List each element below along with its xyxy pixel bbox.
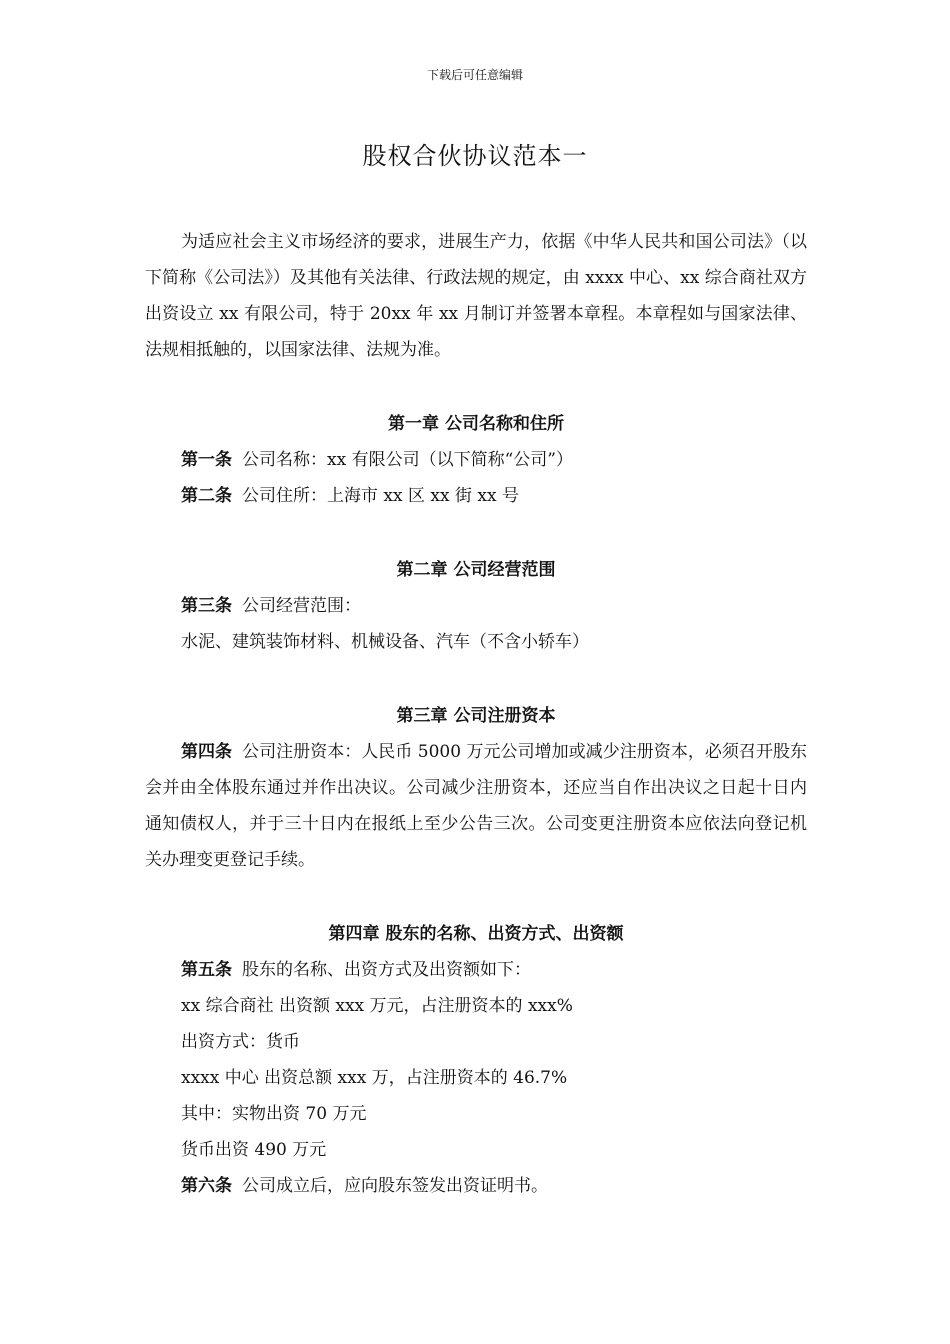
article-2-text: 公司住所：上海市 xx 区 xx 街 xx 号 bbox=[242, 486, 519, 506]
article-3-label: 第三条 bbox=[181, 596, 232, 616]
chapter-3-title: 第三章 公司注册资本 bbox=[396, 706, 556, 726]
article-5-text: 股东的名称、出资方式及出资额如下： bbox=[242, 960, 531, 980]
article-6 bbox=[145, 1168, 807, 1204]
article-6-text: 公司成立后，应向股东签发出资证明书。 bbox=[242, 1176, 548, 1196]
business-scope: 水泥、建筑装饰材料、机械设备、汽车（不含小轿车） bbox=[181, 632, 589, 652]
shareholder-line-1: xx 综合商社 出资额 xxx 万元，占注册资本的 xxx% bbox=[181, 996, 573, 1016]
chapter-4-title: 第四章 股东的名称、出资方式、出资额 bbox=[328, 924, 624, 944]
shareholder-line-4: 其中：实物出资 70 万元 bbox=[181, 1104, 367, 1124]
article-1-text: 公司名称：xx 有限公司（以下简称“公司”） bbox=[242, 450, 573, 470]
intro-paragraph: 为适应社会主义市场经济的要求，进展生产力，依据《中华人民共和国公司法》（以下简称《公司法》）及其他有关法律、行政法规的规定，由 xxxx 中心、xx 综合商社双方出资设立 xx 有限公司，特于 20xx 年 xx 月制订并签署本章程。本章程如与国家法律、法规相抵触的，以国家法律、法规为准。 bbox=[145, 232, 807, 360]
article-3-text: 公司经营范围： bbox=[242, 596, 361, 616]
article-2 bbox=[145, 478, 807, 514]
article-1 bbox=[145, 442, 807, 478]
document-body bbox=[145, 224, 807, 1204]
article-5-label: 第五条 bbox=[181, 960, 232, 980]
article-1-label: 第一条 bbox=[181, 450, 232, 470]
article-4-label: 第四条 bbox=[181, 742, 233, 762]
chapter-1-title: 第一章 公司名称和住所 bbox=[388, 414, 564, 434]
article-4 bbox=[145, 734, 807, 878]
article-2-label: 第二条 bbox=[181, 486, 232, 506]
shareholder-line-5: 货币出资 490 万元 bbox=[181, 1140, 327, 1160]
shareholder-line-3: xxxx 中心 出资总额 xxx 万，占注册资本的 46.7% bbox=[181, 1068, 568, 1088]
document-title: 股权合伙协议范本一 bbox=[362, 142, 588, 170]
article-3 bbox=[145, 588, 807, 624]
article-6-label: 第六条 bbox=[181, 1176, 232, 1196]
page-header: 下载后可任意编辑 bbox=[426, 68, 523, 82]
chapter-2-title: 第二章 公司经营范围 bbox=[396, 560, 556, 580]
article-4-text: 公司注册资本：人民币 5000 万元公司增加或减少注册资本，必须召开股东会并由全体股东通过并作出决议。公司减少注册资本，还应当自作出决议之日起十日内通知债权人，并于三十日内在报纸上至少公告三次。公司变更注册资本应依法向登记机关办理变更登记手续。 bbox=[145, 742, 808, 870]
shareholder-line-2: 出资方式：货币 bbox=[181, 1032, 300, 1052]
article-5 bbox=[145, 952, 807, 988]
